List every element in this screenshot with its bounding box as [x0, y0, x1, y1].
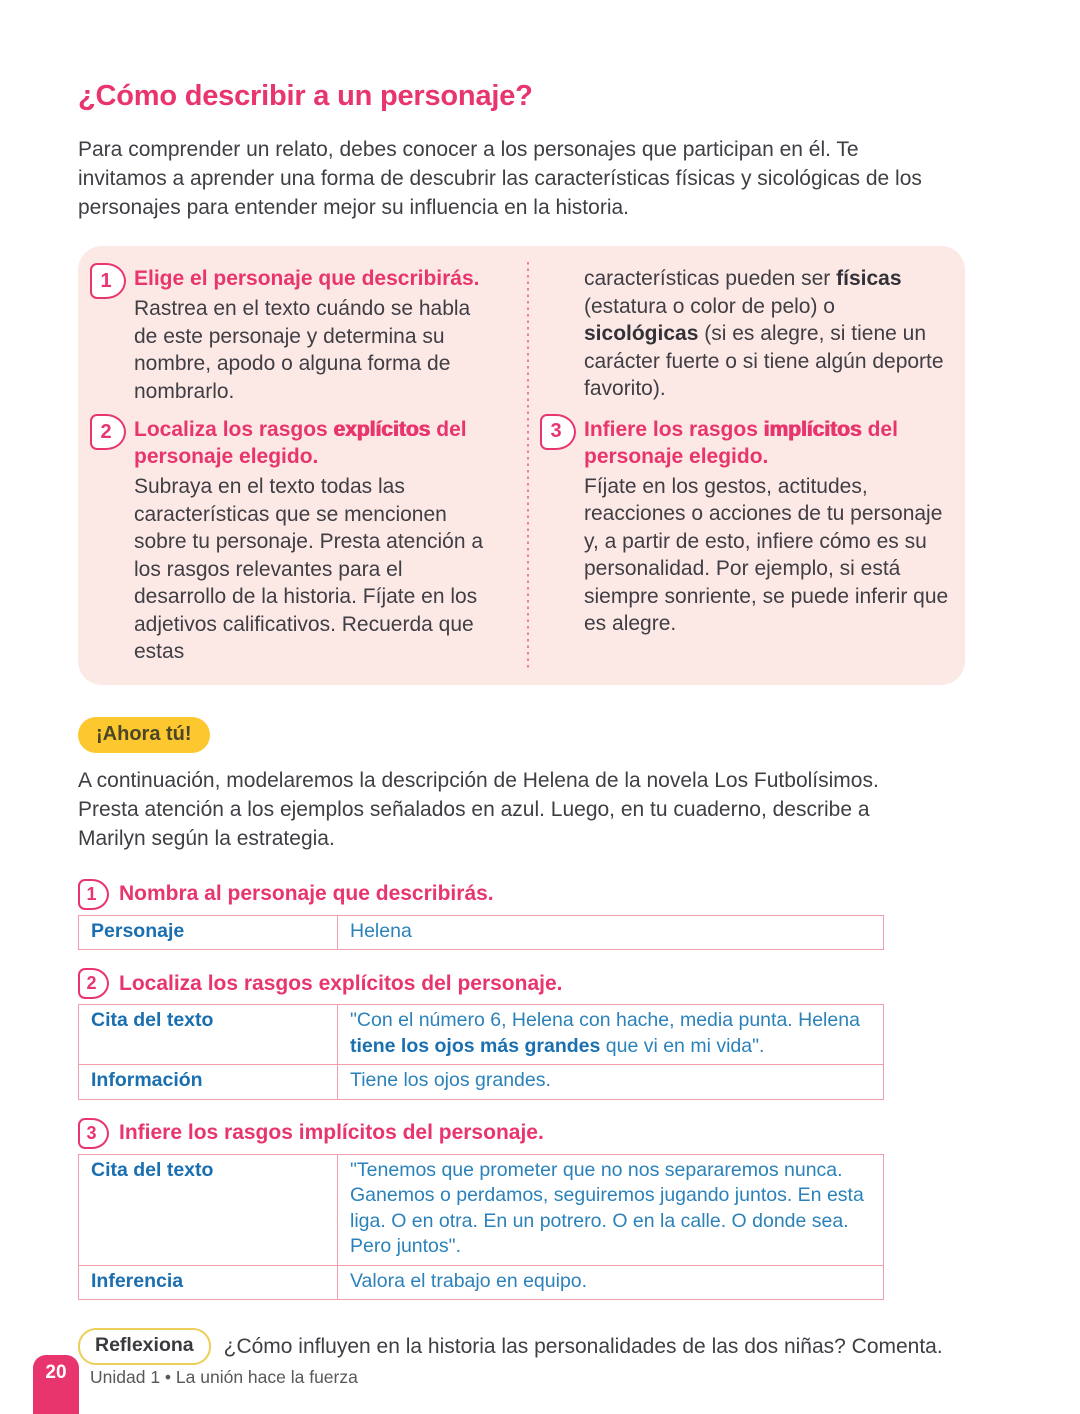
step-content: [584, 416, 949, 638]
step-content: [134, 265, 498, 405]
page-title: ¿Cómo describir a un personaje?: [78, 80, 533, 112]
footer-label: Unidad 1 • La unión hace la fuerza: [90, 1367, 358, 1387]
page-footer: [0, 1354, 1080, 1414]
row-value: Tiene los ojos grandes.: [338, 1065, 884, 1100]
row-label: Inferencia: [79, 1265, 338, 1300]
step-title: Elige el personaje que describirás.: [134, 267, 480, 290]
step-number-badge: 2: [90, 414, 126, 450]
strategy-box-right-column: [526, 265, 949, 666]
section-title: Localiza los rasgos explícitos del personaje.: [119, 971, 563, 995]
personaje-table: [78, 915, 884, 951]
table-row: [79, 1065, 884, 1100]
reflexiona-text: ¿Cómo influyen en la historia las personalidades de las dos niñas? Comenta.: [223, 1334, 943, 1358]
strategy-step-3: [540, 416, 949, 638]
step-body: Rastrea en el texto cuándo se habla de este personaje y determina su nombre, apodo o alguna forma de nombrarlo.: [134, 297, 471, 403]
section-number-badge: 3: [78, 1118, 109, 1149]
strategy-box-left-column: [90, 265, 526, 666]
ahora-tu-badge: ¡Ahora tú!: [78, 717, 210, 753]
row-value: Helena: [338, 915, 884, 950]
section-1-header: [78, 879, 965, 910]
step-body: Fíjate en los gestos, actitudes, reacciones o acciones de tu personaje y, a partir de esto, infiere cómo es su personalidad. Por ejemplo, si está siempre sonriente, se puede inferir que es alegre.: [584, 474, 949, 635]
step-title: Localiza los rasgos explícitos del personaje elegido.: [134, 418, 467, 468]
reflexiona-pill: Reflexiona: [78, 1328, 211, 1365]
rasgos-explicitos-table: [78, 1004, 884, 1100]
step-2-continuation-text: características pueden ser físicas (estatura o color de pelo) o sicológicas (si es alegre, si tiene un carácter fuerte o si tiene algún deporte favorito).: [584, 267, 944, 400]
dotted-divider: [527, 262, 529, 669]
row-value: "Con el número 6, Helena con hache, media punta. Helena tiene los ojos más grandes que vi en mi vida".: [338, 1005, 884, 1065]
row-label: Cita del texto: [79, 1005, 338, 1065]
row-value: Valora el trabajo en equipo.: [338, 1265, 884, 1300]
step-title: Infiere los rasgos implícitos del personaje elegido.: [584, 417, 898, 468]
row-label: Cita del texto: [79, 1154, 338, 1265]
row-label: Personaje: [79, 915, 338, 950]
page-number-badge: 20: [33, 1355, 79, 1414]
row-label: Información: [79, 1065, 338, 1100]
strategy-step-1: [90, 265, 498, 405]
table-row: [79, 1154, 884, 1265]
strategy-box: [78, 246, 965, 685]
section-2-header: [78, 968, 965, 999]
step-content: [134, 416, 498, 666]
section-3-header: [78, 1118, 965, 1149]
step-body: Subraya en el texto todas las características que se mencionen sobre tu personaje. Presta atención a los rasgos relevantes para el desarrollo de la historia. Fíjate en los adjetivos calificativos. Recuerda que estas: [134, 475, 484, 663]
intro-paragraph: Para comprender un relato, debes conocer a los personajes que participan en él. Te invitamos a aprender una forma de descubrir las características físicas y sicológicas de los personajes para entender mejor su influencia en la historia.: [78, 138, 922, 219]
step-number-badge: 3: [540, 414, 576, 450]
step-number-badge: 1: [90, 263, 126, 299]
table-row: [79, 915, 884, 950]
table-row: [79, 1005, 884, 1065]
strategy-step-2: [90, 416, 498, 666]
activity-paragraph: A continuación, modelaremos la descripción de Helena de la novela Los Futbolísimos. Presta atención a los ejemplos señalados en azul. Luego, en tu cuaderno, describe a Marilyn según la estrategia.: [78, 768, 879, 850]
rasgos-implicitos-table: [78, 1154, 884, 1301]
section-number-badge: 1: [78, 879, 109, 910]
section-title: Infiere los rasgos implícitos del personaje.: [119, 1121, 544, 1144]
section-title: Nombra al personaje que describirás.: [119, 882, 494, 905]
row-value: "Tenemos que prometer que no nos separaremos nunca. Ganemos o perdamos, seguiremos jugando juntos. En esta liga. O en otra. En un potrero. O en la calle. O donde sea. Pero juntos".: [338, 1154, 884, 1265]
section-number-badge: 2: [78, 968, 109, 999]
table-row: [79, 1265, 884, 1300]
